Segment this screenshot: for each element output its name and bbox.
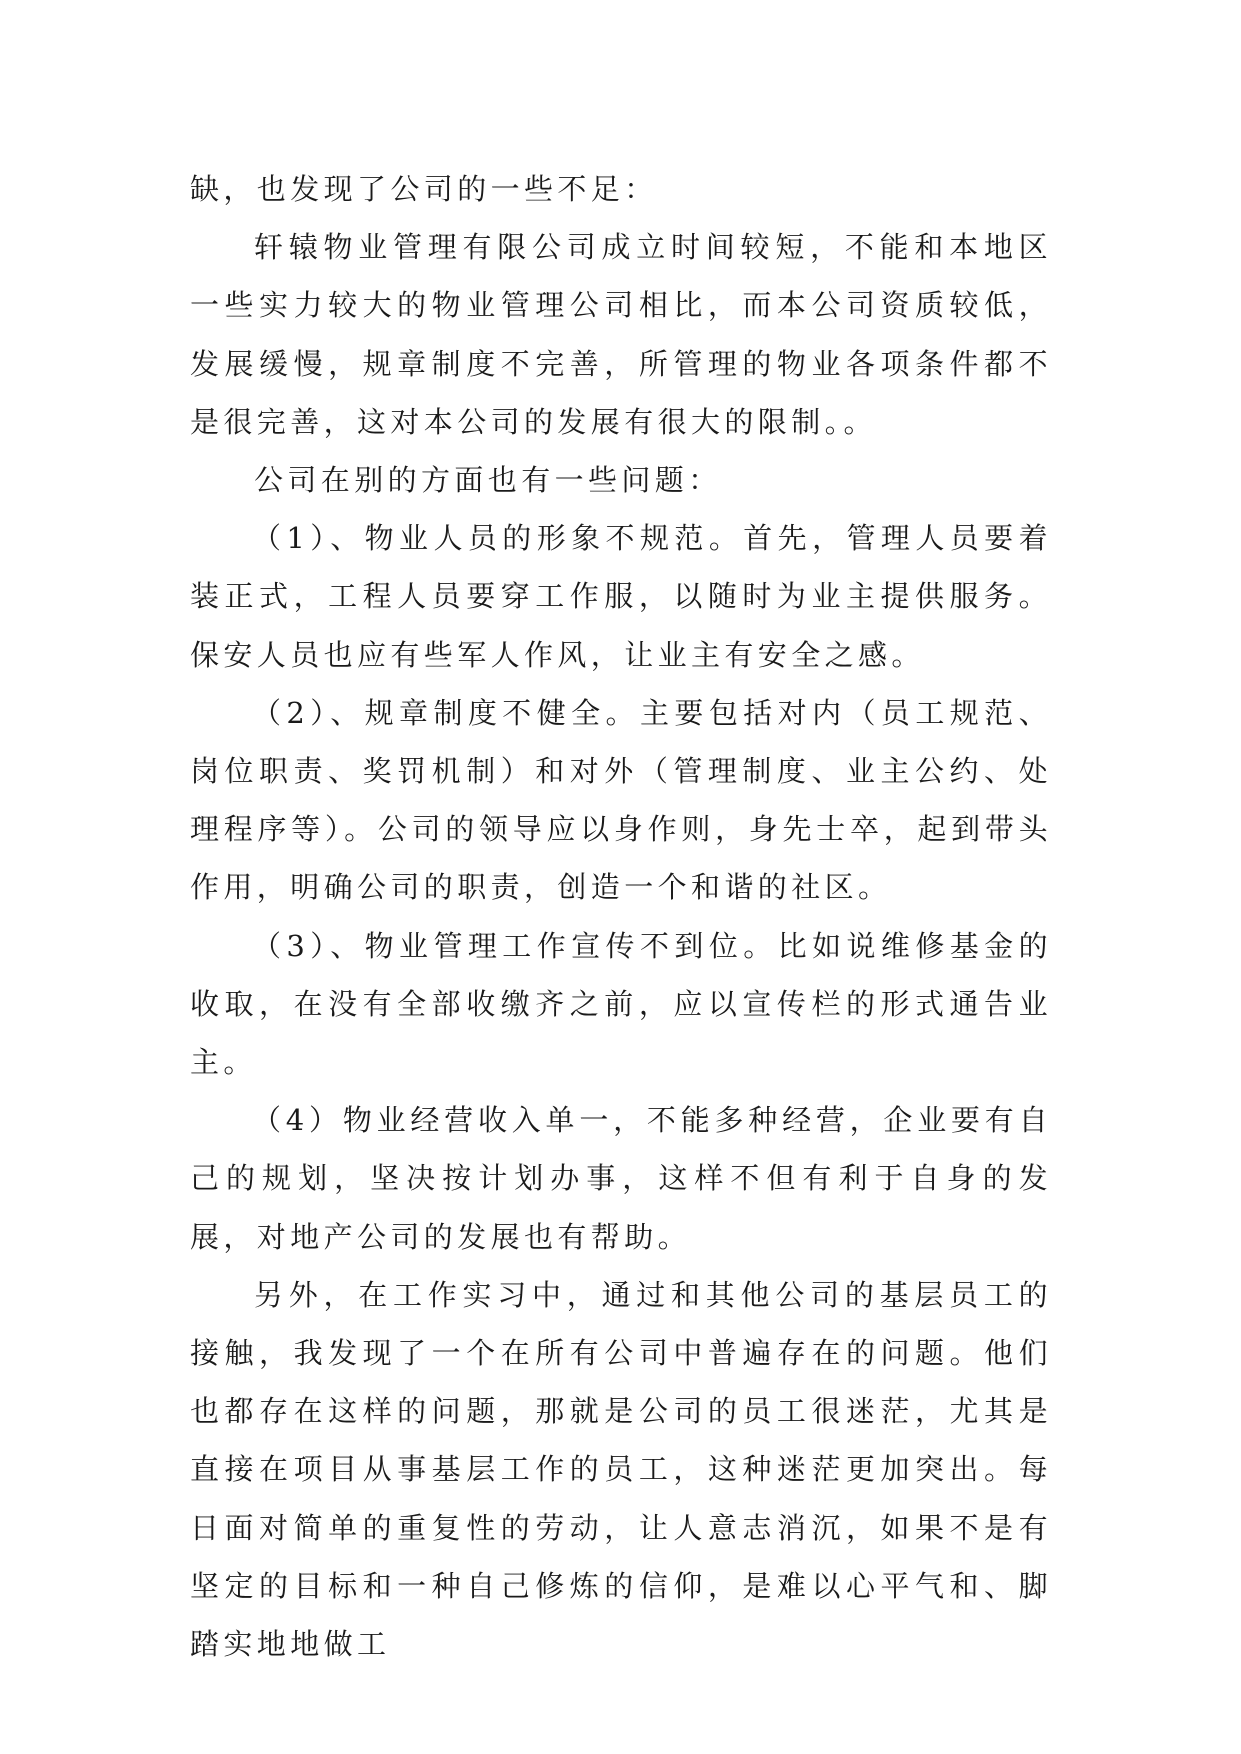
- paragraph-issue-1: （1）、物业人员的形象不规范。首先，管理人员要着装正式，工程人员要穿工作服，以随时为业主提供服务。保安人员也应有些军人作风，让业主有安全之感。: [190, 521, 1052, 672]
- paragraph-issue-2: （2）、规章制度不健全。主要包括对内（员工规范、岗位职责、奖罚机制）和对外（管理制度、业主公约、处理程序等）。公司的领导应以身作则，身先士卒，起到带头作用，明确公司的职责，创造一个和谐的社区。: [190, 695, 1052, 905]
- paragraph-issue-4: （4）物业经营收入单一，不能多种经营，企业要有自己的规划，坚决按计划办事，这样不但有利于自身的发展，对地产公司的发展也有帮助。: [190, 1103, 1052, 1254]
- paragraph-issue-3: （3）、物业管理工作宣传不到位。比如说维修基金的收取，在没有全部收缴齐之前，应以宣传栏的形式通告业主。: [190, 928, 1052, 1080]
- document-body: [190, 160, 1052, 1673]
- paragraph-employee-confusion: 另外，在工作实习中，通过和其他公司的基层员工的接触，我发现了一个在所有公司中普遍存在的问题。他们也都存在这样的问题，那就是公司的员工很迷茫，尤其是直接在项目从事基层工作的员工，这种迷茫更加突出。每日面对简单的重复性的劳动，让人意志消沉，如果不是有坚定的目标和一种自己修炼的信仰，是难以心平气和、脚踏实地地做工: [190, 1277, 1052, 1662]
- paragraph-other-problems-intro: 公司在别的方面也有一些问题：: [254, 463, 722, 498]
- paragraph-company-overview: 轩辕物业管理有限公司成立时间较短，不能和本地区一些实力较大的物业管理公司相比，而本公司资质较低，发展缓慢，规章制度不完善，所管理的物业各项条件都不是很完善，这对本公司的发展有很大的限制。。: [190, 230, 1052, 439]
- paragraph-continuation: 缺，也发现了公司的一些不足：: [190, 172, 658, 206]
